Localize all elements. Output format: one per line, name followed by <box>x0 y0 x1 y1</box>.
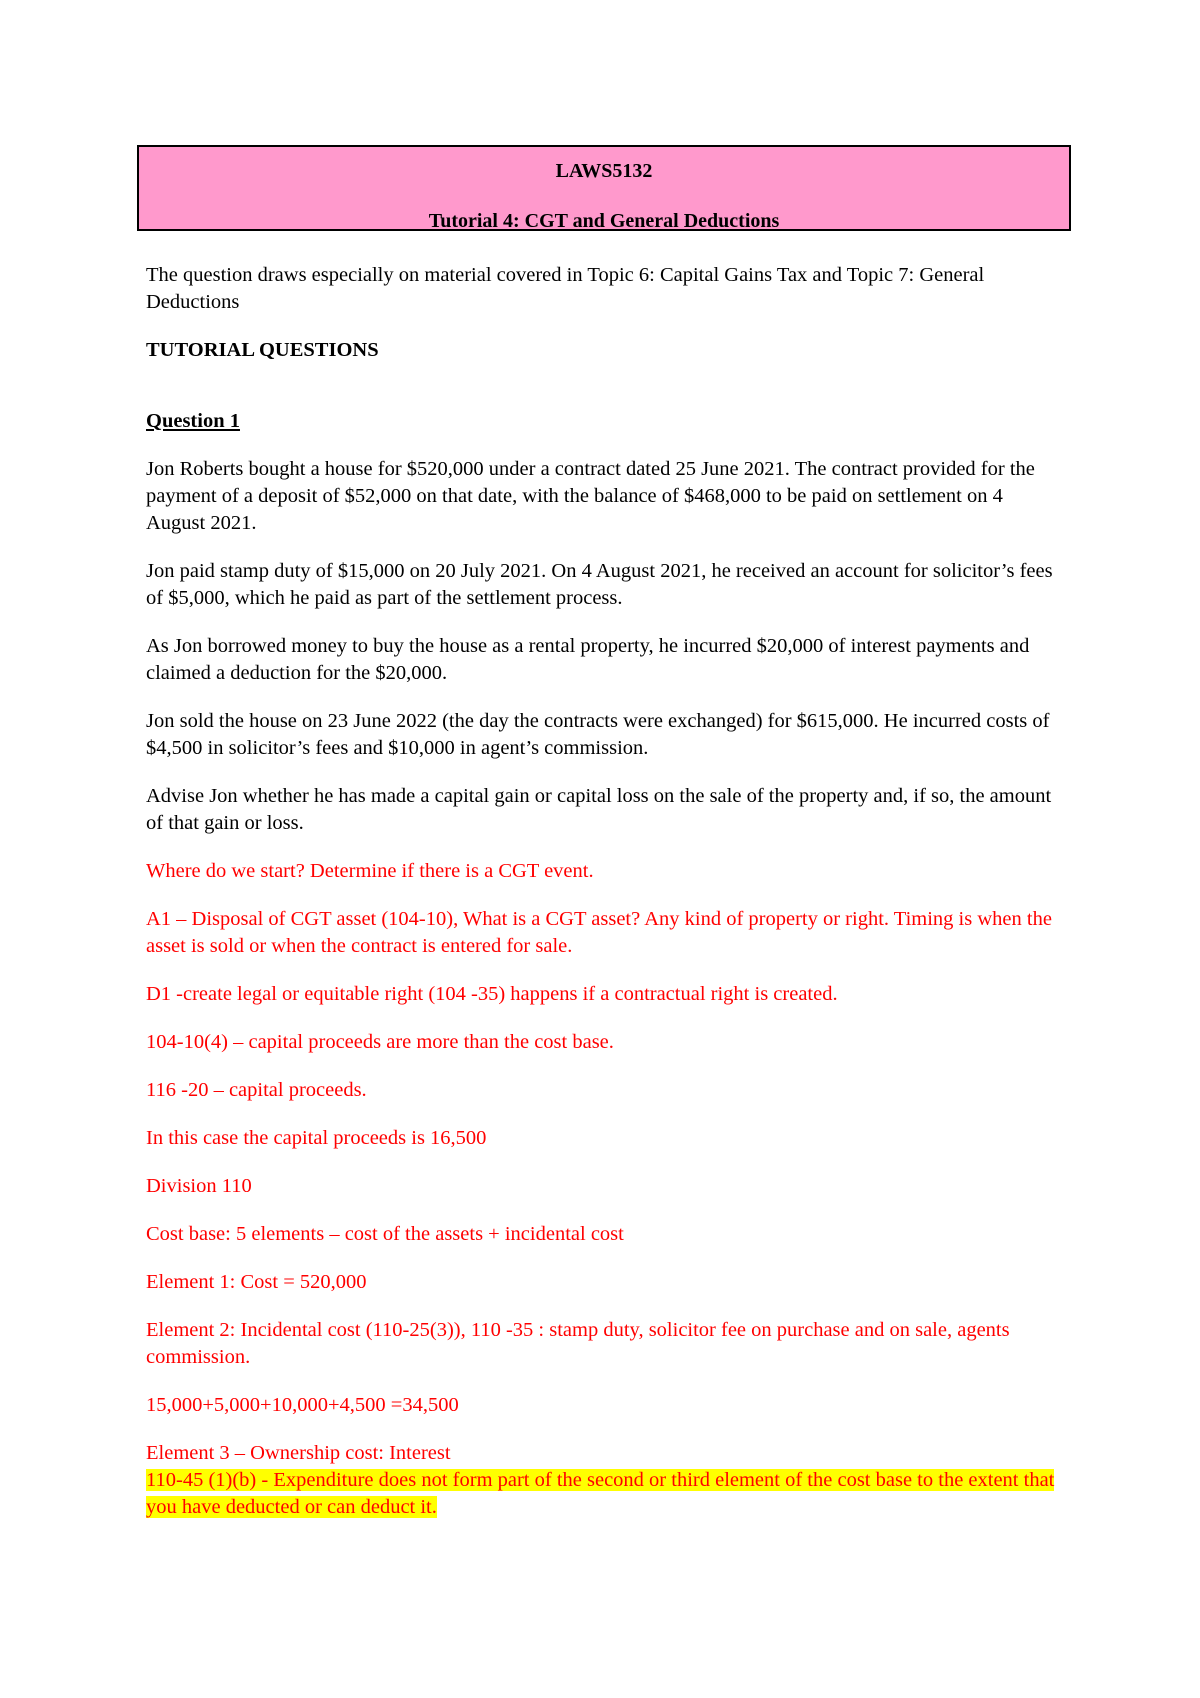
answer-note: In this case the capital proceeds is 16,500 <box>146 1127 487 1149</box>
highlighted-note-text: 110-45 (1)(b) - Expenditure does not form part of the second or third element of the cost base to the extent that you have deducted or can deduct it. <box>146 1469 1055 1518</box>
answer-note: Where do we start? Determine if there is a CGT event. <box>146 860 594 882</box>
question-heading-text: Question 1 <box>146 410 240 432</box>
answer-note: 15,000+5,000+10,000+4,500 =34,500 <box>146 1394 459 1416</box>
answer-note: Element 2: Incidental cost (110-25(3)), 110 -35 : stamp duty, solicitor fee on purchase and on sale, agents commission. <box>146 1319 1010 1368</box>
question-paragraph: Advise Jon whether he has made a capital gain or capital loss on the sale of the property and, if so, the amount of that gain or loss. <box>146 785 1052 834</box>
question-paragraph: Jon Roberts bought a house for $520,000 under a contract dated 25 June 2021. The contract provided for the payment of a deposit of $52,000 on that date, with the balance of $468,000 to be paid on settlement on 4 August 2021. <box>146 458 1035 534</box>
title-box <box>137 145 1071 231</box>
answer-note: A1 – Disposal of CGT asset (104-10), What is a CGT asset? Any kind of property or right. Timing is when the asset is sold or when the contract is entered for sale. <box>146 908 1052 957</box>
answer-note: Element 1: Cost = 520,000 <box>146 1271 367 1293</box>
question-heading <box>146 408 1066 435</box>
section-heading: TUTORIAL QUESTIONS <box>146 339 379 361</box>
answer-note: D1 -create legal or equitable right (104 -35) happens if a contractual right is created. <box>146 983 838 1005</box>
tutorial-title: Tutorial 4: CGT and General Deductions <box>428 210 780 232</box>
answer-note: Division 110 <box>146 1175 252 1197</box>
intro-paragraph: The question draws especially on material covered in Topic 6: Capital Gains Tax and Topic 7: General Deductions <box>146 264 985 313</box>
answer-note: Element 3 – Ownership cost: Interest <box>146 1442 451 1464</box>
answer-note: Cost base: 5 elements – cost of the assets + incidental cost <box>146 1223 624 1245</box>
course-code: LAWS5132 <box>555 160 653 182</box>
answer-note: 116 -20 – capital proceeds. <box>146 1079 367 1101</box>
document-body <box>146 262 1066 1542</box>
highlighted-note <box>146 1467 1066 1521</box>
answer-note: 104-10(4) – capital proceeds are more than the cost base. <box>146 1031 614 1053</box>
question-paragraph: As Jon borrowed money to buy the house as a rental property, he incurred $20,000 of interest payments and claimed a deduction for the $20,000. <box>146 635 1030 684</box>
question-paragraph: Jon sold the house on 23 June 2022 (the day the contracts were exchanged) for $615,000. He incurred costs of $4,500 in solicitor’s fees and $10,000 in agent’s commission. <box>146 710 1050 759</box>
question-paragraph: Jon paid stamp duty of $15,000 on 20 July 2021. On 4 August 2021, he received an account for solicitor’s fees of $5,000, which he paid as part of the settlement process. <box>146 560 1053 609</box>
